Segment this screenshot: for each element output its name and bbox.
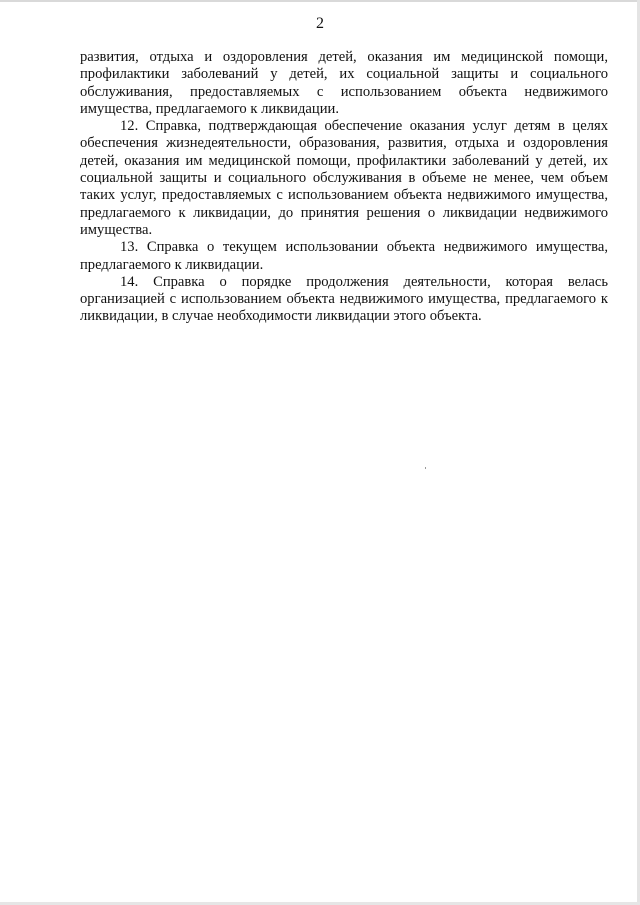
scan-speck: [425, 467, 426, 469]
page-number: 2: [316, 15, 324, 32]
paragraph-item-13: 13. Справка о текущем использовании объекта недвижимого имущества, предлагаемого к ликвидации.: [80, 239, 608, 273]
paragraph-item-12: 12. Справка, подтверждающая обеспечение оказания услуг детям в целях обеспечения жизнедеятельности, образования, развития, отдыха и оздоровления детей, оказания им медицинской помощи, профилактики заболеваний у детей, их социальной защиты и социального обслуживания в объеме не менее, чем объем таких услуг, предоставляемых с использованием объекта недвижимого имущества, предлагаемого к ликвидации, до принятия решения о ликвидации недвижимого имущества.: [80, 118, 608, 238]
document-body: [80, 49, 608, 326]
paragraph-item-14: 14. Справка о порядке продолжения деятельности, которая велась организацией с использованием объекта недвижимого имущества, предлагаемого к ликвидации, в случае необходимости ликвидации этого объекта.: [80, 273, 608, 325]
scan-edge-top: [0, 0, 640, 2]
paragraph-continuation: развития, отдыха и оздоровления детей, оказания им медицинской помощи, профилактики заболеваний у детей, их социальной защиты и социального обслуживания, предоставляемых с использованием объекта недвижимого имущества, предлагаемого к ликвидации.: [80, 49, 608, 117]
